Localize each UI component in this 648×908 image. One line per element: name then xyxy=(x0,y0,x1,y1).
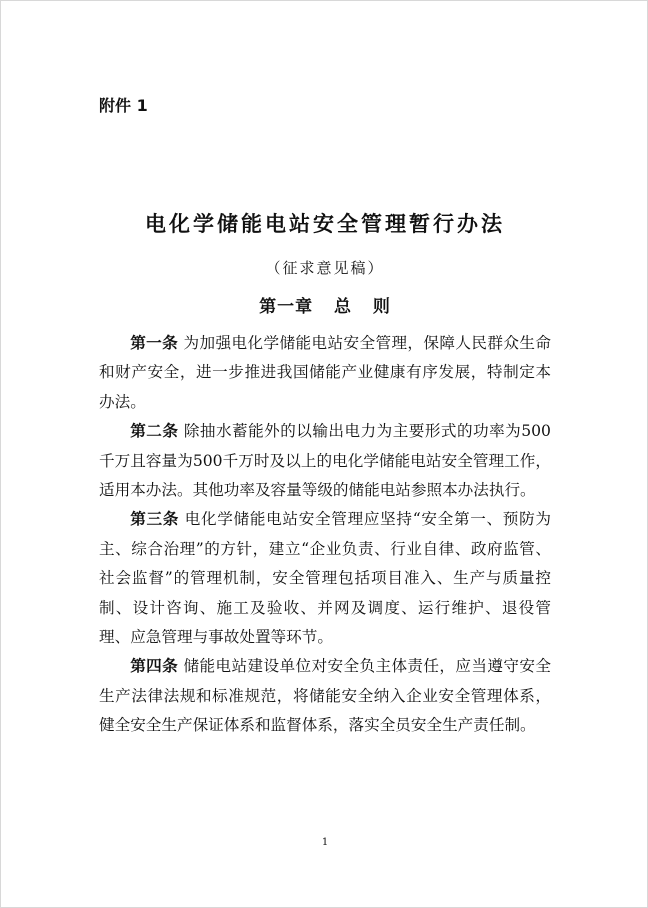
article-paragraph xyxy=(99,417,551,505)
article-number: 第一条 xyxy=(130,334,179,352)
article-text: 电化学储能电站安全管理应坚持“安全第一、预防为主、综合治理”的方针，建立“企业负责、行业自律、政府监管、社会监督”的管理机制，安全管理包括项目准入、生产与质量控制、设计咨询、施工及验收、并网及调度、运行维护、退役管理、应急管理与事故处置等环节。 xyxy=(99,510,551,647)
article-text: 除抽水蓄能外的以输出电力为主要形式的功率为500千万且容量为500千万时及以上的电化学储能电站安全管理工作，适用本办法。其他功率及容量等级的储能电站参照本办法执行。 xyxy=(99,422,551,500)
article-paragraph xyxy=(99,652,551,740)
article-number: 第二条 xyxy=(130,422,179,441)
article-text: 为加强电化学储能电站安全管理，保障人民群众生命和财产安全，进一步推进我国储能产业健康有序发展，特制定本办法。 xyxy=(99,334,551,411)
document-title: 电化学储能电站安全管理暂行办法 xyxy=(145,211,505,236)
document-subtitle: （征求意见稿） xyxy=(265,259,385,277)
article-number: 第四条 xyxy=(130,657,179,676)
article-text: 储能电站建设单位对安全负主体责任，应当遵守安全生产法律法规和标准规范，将储能安全纳入企业安全管理体系，健全安全生产保证体系和监督体系，落实全员安全生产责任制。 xyxy=(99,657,551,735)
chapter-heading: 第一章 总 则 xyxy=(259,297,391,317)
document-body xyxy=(99,329,551,741)
article-number: 第三条 xyxy=(130,510,180,529)
page-number: 1 xyxy=(321,837,329,848)
attachment-label: 附件 1 xyxy=(99,96,148,115)
article-paragraph xyxy=(99,505,551,652)
article-paragraph xyxy=(99,329,551,417)
